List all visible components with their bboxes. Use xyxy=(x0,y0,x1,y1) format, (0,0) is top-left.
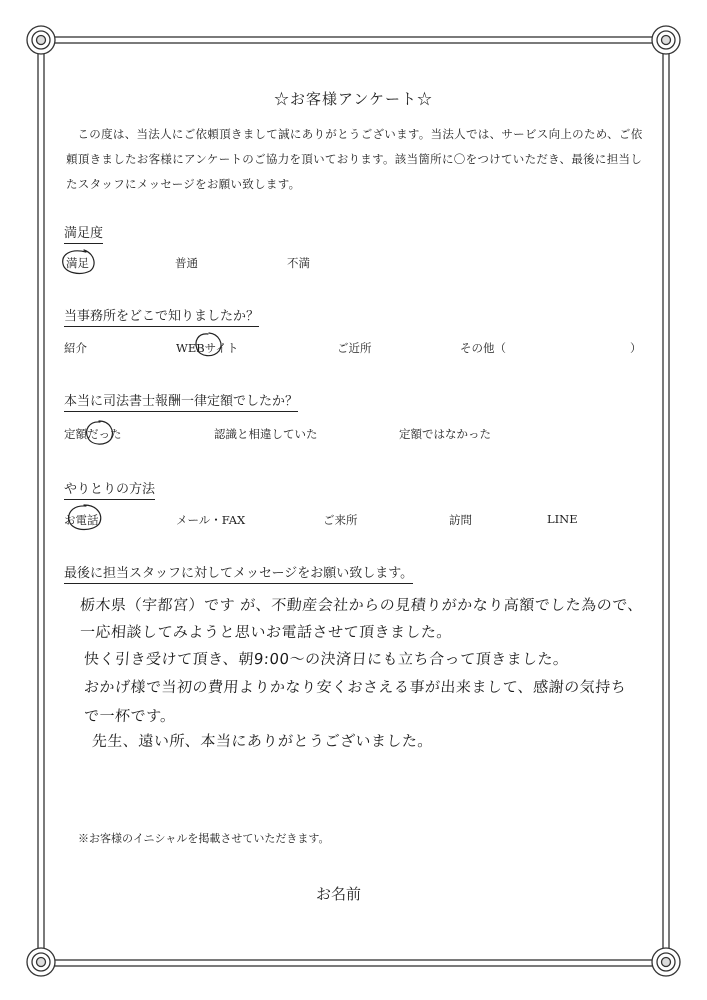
satisfaction-option-satisfied[interactable]: 満足 xyxy=(66,256,89,270)
survey-title: ☆お客様アンケート☆ xyxy=(273,90,434,108)
message-line-2: 一応相談してみようと思いお電話させて頂きました。 xyxy=(79,623,453,641)
intro-text: この度は、当法人にご依頼頂きまして誠にありがとうございます。当法人では、サービス向上のため、ご依頼頂きましたお客様にアンケートのご協力を頂いております。該当箇所に〇をつけていただき、最後に担当したスタッフにメッセージをお願い致します。 xyxy=(66,127,643,191)
referral-heading: 当事務所をどこで知りましたか？ xyxy=(64,305,259,327)
intro-paragraph xyxy=(66,122,652,197)
referral-option-neighborhood[interactable]: ご近所 xyxy=(337,341,372,355)
referral-option-other[interactable]: その他（ xyxy=(460,341,506,355)
corner-ornament-top-right xyxy=(652,26,680,54)
satisfaction-option-normal[interactable]: 普通 xyxy=(175,256,198,270)
corner-ornament-bottom-left xyxy=(27,948,55,976)
fixed-fee-option-fixed[interactable]: 定額だった xyxy=(64,427,122,441)
message-line-1: 栃木県（宇都宮）です が、不動産会社からの見積りがかなり高額でした為ので、 xyxy=(79,596,644,614)
message-line-3: 快く引き受けて頂き、朝9:00～の決済日にも立ち合って頂きました。 xyxy=(83,650,570,668)
fixed-fee-option-not-fixed[interactable]: 定額ではなかった xyxy=(399,427,491,441)
message-heading: 最後に担当スタッフに対してメッセージをお願い致します。 xyxy=(64,562,413,584)
referral-option-website[interactable]: WEBサイト xyxy=(176,341,239,355)
contact-method-heading: やりとりの方法 xyxy=(64,478,155,500)
referral-option-introduction[interactable]: 紹介 xyxy=(64,341,87,355)
contact-option-phone[interactable]: お電話 xyxy=(64,513,99,527)
message-line-6: 先生、遠い所、本当にありがとうございました。 xyxy=(91,732,434,750)
contact-option-line[interactable]: LINE xyxy=(547,512,578,526)
fixed-fee-heading: 本当に司法書士報酬一律定額でしたか？ xyxy=(64,390,298,412)
message-line-4: おかげ様で当初の費用よりかなり安くおさえる事が出来まして、感謝の気持ち xyxy=(83,678,627,696)
message-line-5: で一杯です。 xyxy=(83,707,177,725)
name-label: お名前 xyxy=(316,885,362,903)
initials-note: ※お客様のイニシャルを掲載させていただきます。 xyxy=(78,832,330,845)
corner-ornament-bottom-right xyxy=(652,948,680,976)
fixed-fee-option-different[interactable]: 認識と相違していた xyxy=(214,427,318,441)
satisfaction-heading: 満足度 xyxy=(64,222,103,244)
referral-option-other-close: ） xyxy=(630,341,642,355)
contact-option-visit-office[interactable]: ご来所 xyxy=(323,513,358,527)
satisfaction-option-unsatisfied[interactable]: 不満 xyxy=(287,256,310,270)
corner-ornament-top-left xyxy=(27,26,55,54)
contact-option-home-visit[interactable]: 訪問 xyxy=(449,513,472,527)
contact-option-mail-fax[interactable]: メール・FAX xyxy=(176,513,246,527)
